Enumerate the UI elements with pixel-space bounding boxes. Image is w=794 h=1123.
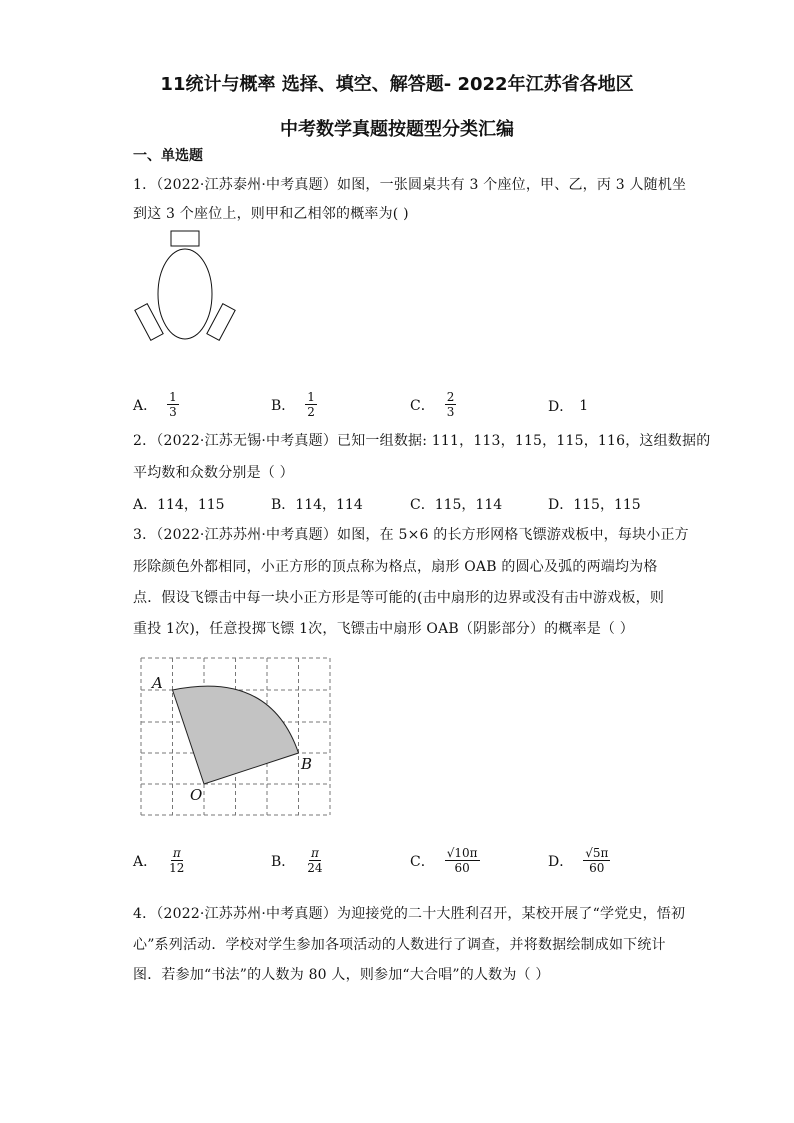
option-letter: A． — [133, 397, 158, 414]
q1-option-c[interactable] — [410, 390, 456, 419]
question-2-line-1: 2．（2022·江苏无锡·中考真题）已知一组数据: 111，113，115，115，116，这组数据的 — [133, 433, 711, 449]
question-4-line-3: 图．若参加“书法”的人数为 80 人，则参加“大合唱”的人数为（ ） — [133, 967, 550, 983]
document-title-line-2: 中考数学真题按题型分类汇编 — [280, 119, 514, 140]
question-3-line-1: 3．（2022·江苏苏州·中考真题）如图，在 5×6 的长方形网格飞镖游戏板中，每块小正方 — [133, 527, 689, 543]
question-4-line-1: 4．（2022·江苏苏州·中考真题）为迎接党的二十大胜利召开，某校开展了“学党史，悟初 — [133, 906, 686, 922]
fraction: $\frac{√5\pi}{60}$ — [585, 846, 609, 875]
q3-option-c[interactable] — [410, 846, 480, 875]
option-letter: C． — [410, 397, 435, 414]
top-seat — [171, 231, 199, 246]
fraction: $\frac{2}{3}$ — [446, 390, 455, 419]
question-4-line-2: 心”系列活动．学校对学生参加各项活动的人数进行了调查，并将数据绘制成如下统计 — [133, 937, 666, 953]
fraction: $\frac{√10\pi}{60}$ — [446, 846, 478, 875]
option-letter: C． — [410, 853, 435, 870]
fraction: $\frac{\pi}{12}$ — [169, 846, 185, 875]
label-a: A — [152, 674, 163, 692]
option-letter: D． — [548, 399, 574, 415]
option-value: 1 — [579, 398, 589, 414]
q3-option-b[interactable] — [271, 846, 325, 875]
label-o: O — [190, 786, 203, 804]
document-title-line-1: 11统计与概率 选择、填空、解答题- 2022年江苏省各地区 — [160, 74, 634, 95]
q1-option-a[interactable] — [133, 390, 179, 419]
right-seat — [207, 304, 235, 341]
fraction: $\frac{1}{2}$ — [307, 390, 315, 419]
option-letter: A． — [133, 853, 158, 870]
q1-option-d[interactable] — [548, 396, 588, 416]
left-seat — [135, 304, 163, 341]
table — [158, 249, 212, 339]
option-letter: B． — [271, 853, 296, 870]
question-3-line-2: 形除颜色外都相同，小正方形的顶点称为格点，扇形 OAB 的圆心及弧的两端均为格 — [133, 559, 658, 575]
question-1-line-2: 到这 3 个座位上，则甲和乙相邻的概率为( ) — [133, 206, 409, 222]
q2-option-a[interactable]: A．114，115 — [133, 497, 225, 513]
section-heading: 一、单选题 — [133, 148, 203, 164]
question-2-line-2: 平均数和众数分别是（ ） — [133, 465, 294, 481]
fraction: $\frac{\pi}{24}$ — [307, 846, 323, 875]
q2-option-c[interactable]: C．115，114 — [410, 497, 503, 513]
question-3-line-3: 点．假设飞镖击中每一块小正方形是等可能的(击中扇形的边界或没有击中游戏板，则 — [133, 590, 665, 606]
label-b: B — [301, 755, 313, 773]
round-table-figure — [128, 226, 243, 351]
question-1-line-1: 1．（2022·江苏泰州·中考真题）如图，一张圆桌共有 3 个座位，甲、乙，丙 3 人随机坐 — [133, 177, 687, 193]
q3-option-d[interactable] — [548, 846, 610, 875]
q2-option-d[interactable]: D．115，115 — [548, 497, 641, 513]
fraction: $\frac{1}{3}$ — [169, 390, 177, 419]
q1-option-b[interactable] — [271, 390, 317, 419]
dartboard-grid-figure — [130, 652, 340, 822]
option-letter: B． — [271, 397, 296, 414]
sector-oab — [173, 686, 299, 784]
q3-option-a[interactable] — [133, 846, 186, 875]
question-3-line-4: 重投 1次)，任意投掷飞镖 1次，飞镖击中扇形 OAB（阴影部分）的概率是（ ） — [133, 621, 634, 637]
option-letter: D． — [548, 853, 574, 870]
q2-option-b[interactable]: B．114，114 — [271, 497, 363, 513]
